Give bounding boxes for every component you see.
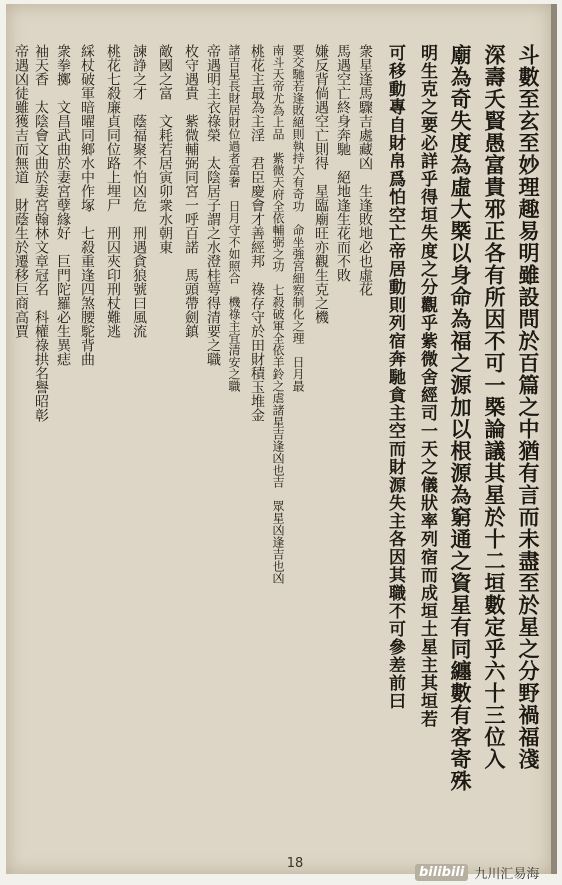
text-column-19: 衆拳擲 文昌武曲於妻宮孽緣好 巨門陀羅必生異痣: [55, 44, 71, 366]
book-page: [6, 4, 557, 874]
text-column-13: 帝遇明主衣祿榮 太陰居子謂之水澄桂萼得清要之職: [205, 44, 221, 366]
text-column-11: 桃花主最為主淫 君臣慶會才善經邦 祿存守於田財積玉堆金: [249, 44, 265, 422]
text-column-8: 嫌反背倘遇空亡則得 星臨廟旺亦觀生克之機: [313, 44, 329, 324]
bilibili-logo: bilibili: [415, 864, 468, 881]
main-text-column-2: 深壽夭賢愚富貴邪正各有所因不可一槩論議其星於十二垣數定乎六十三位入: [482, 44, 507, 770]
text-column-7: 馬遇空亡終身奔馳 絕地逢生花而不敗: [335, 44, 351, 282]
text-column-21: 帝遇凶徒雖獲吉而無道 財蔭生於遷移巨商高賈: [13, 44, 29, 338]
text-column-15: 敵國之富 文耗若居寅卯衆水朝東: [157, 44, 173, 254]
watermark-text: 九川汇易海: [474, 866, 540, 882]
text-column-18: 綵杖破軍暗曜同鄉水中作塚 七殺重逢四煞腰駝背曲: [79, 44, 95, 366]
page-number: 18: [286, 856, 304, 871]
main-text-column-5: 可移動專自財帛爲怕空亡帝居動則列宿奔馳貪主空而財源失主各因其職不可參差前曰: [385, 44, 405, 710]
text-column-20: 袖天香 太陰會文曲於妻宮翰林文章冠名 科權祿拱名譽昭彰: [33, 44, 49, 422]
text-column-16: 諫諍之才 蔭福聚不怕凶危 刑遇貪狼號曰風流: [131, 44, 147, 338]
main-text-column-3: 廟為奇失度為虛大槩以身命為福之源加以根源為窮通之資星有同纏數有客寄殊: [448, 44, 473, 792]
text-column-6: 衆星逢馬驟吉處藏凶 生逢敗地必也虛花: [357, 44, 373, 296]
main-text-column-4: 明生克之要必詳乎得垣失度之分觀乎紫微舍經司一天之儀狀率列宿而成垣土星主其垣若: [417, 44, 437, 728]
text-column-12: 諸吉星長財居財位過者富奢 日月守不如照合 機祿主宜清安之職: [227, 44, 241, 392]
text-column-14: 枚守遇貴 紫微輔弼同宮一呼百諾 馬頭帶劍鎮: [183, 44, 199, 338]
main-text-column-1: 斗數至玄至妙理趣易明雖設問於百篇之中猶有言而未盡至於星之分野禍福淺: [516, 44, 541, 770]
text-column-17: 桃花七殺廉貞同位路上埋尸 刑囚夾印刑杖難逃: [105, 44, 121, 338]
text-column-10: 南斗天帝尤為上品 紫微天府全依輔弼之功 七殺破軍全依羊鈴之虐諸星吉逢凶也吉 眾星凶逢吉也凶: [271, 44, 285, 584]
watermark: [415, 862, 539, 882]
text-column-9: 要交馳若逢敗絕則執持大有奇功 命坐強宮細察制化之理 日月最: [291, 44, 305, 392]
